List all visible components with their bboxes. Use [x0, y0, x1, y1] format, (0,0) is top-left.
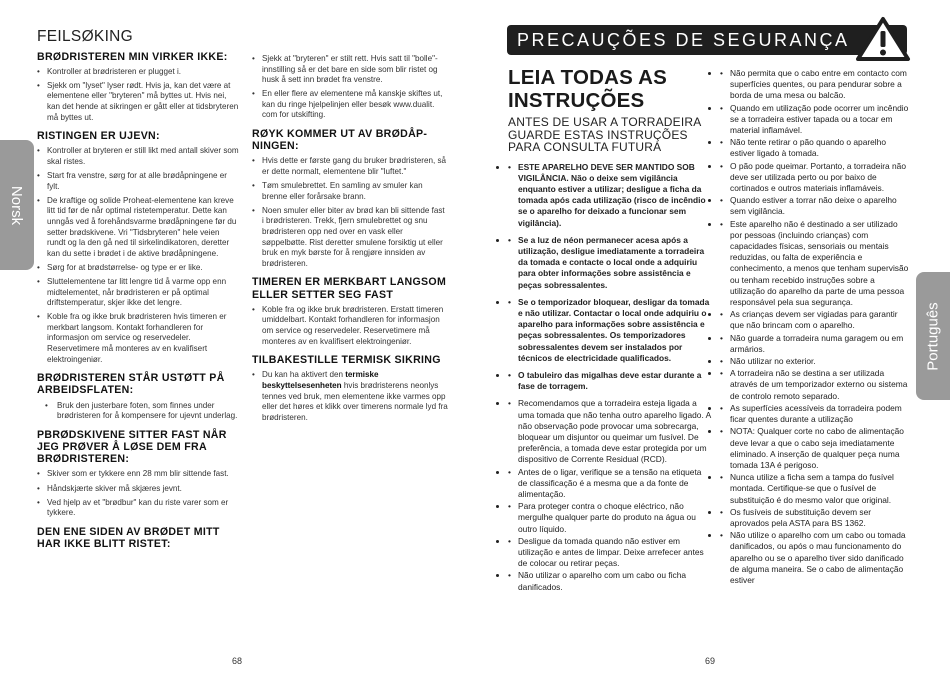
list-item: • Skiver som er tykkere enn 28 mm blir sittende fast.: [37, 469, 239, 480]
precaution-list: [720, 68, 912, 586]
list-item: • Tøm smulebrettet. En samling av smuler kan brenne eller forårsake brann.: [252, 181, 448, 202]
bullet-list: [37, 469, 239, 518]
bold-list: [508, 162, 713, 393]
thermal-bold: termiske beskyttelsesenheten: [262, 370, 379, 390]
left-column-2: [252, 54, 448, 427]
section-list: [252, 54, 448, 366]
list-item: • Håndskjærte skiver må skjæres jevnt.: [37, 484, 239, 495]
page-title: FEILSØKING: [37, 28, 134, 45]
list-item: • Kontroller at bryteren er still likt med antall skiver som skal ristes.: [37, 146, 239, 167]
banner-title: PRECAUÇÕES DE SEGURANÇA: [517, 29, 850, 50]
bullet-list: [252, 156, 448, 269]
list-item: • • O tabuleiro das migalhas deve estar durante a fase de torragem.: [508, 370, 713, 392]
right-column-1: [508, 66, 713, 594]
list-item: • • As crianças devem ser vigiadas para garantir que não brincam com o aparelho.: [720, 309, 912, 331]
list-item: • • Quando em utilização pode ocorrer um incêndio se a torradeira estiver tapada ou a tocar em material inflamável.: [720, 103, 912, 137]
list-item: • • Recomendamos que a torradeira esteja ligada a uma tomada que não tenha outro aparelho ligado. A não observação pode provocar uma sobrecarga, bloquear um disjuntor ou queimar um fusível. De preferência, a tomada deve estar protegida por um dispositivo de Corrente Residual (RCD).: [508, 398, 713, 465]
list-item: • • Não tente retirar o pão quando o aparelho estiver ligado à tomada.: [720, 137, 912, 159]
language-tab-portugues[interactable]: [916, 272, 950, 400]
language-tab-label: Português: [924, 301, 942, 371]
list-item: • De kraftige og solide Proheat-elementene kan kreve litt tid før de når optimal ristetemperatur. Dette kan unngås ved å forehåndsvarme brødåpningene før du setter brødskivene. Vri "Tidsbryteren" hele veien rundt og la den gå ned til sirkelindikatoren, deretter kan du sette i brødet i de aktive brødåpningene.: [37, 196, 239, 260]
list-item: • Sørg for at brødstørrelse- og type er er like.: [37, 263, 239, 274]
list-item: • Bruk den justerbare foten, som finnes under brødristeren for å kompensere for ujevnt underlag.: [37, 401, 239, 422]
section-heading: PBRØDSKIVENE SITTER FAST NÅR JEG PRØVER Å LØSE DEM FRA BRØDRISTEREN:: [37, 428, 227, 466]
bullet-list: [252, 54, 448, 121]
language-tab-norsk[interactable]: [0, 140, 34, 270]
list-item: • En eller flere av elementene må kanskje skiftes ut, kan du ringe hjelpelinjen eller besøk www.dualit. com for utskifting.: [252, 89, 448, 121]
section-heading: RØYK KOMMER UT AV BRØDÅP-NINGEN:: [252, 128, 428, 153]
list-item: • Hvis dette er første gang du bruker brødristeren, så er dette normalt, elementene blir "luftet.": [252, 156, 448, 177]
list-item: • • Não utilizar no exterior.: [720, 356, 912, 367]
section-heading: TILBAKESTILLE TERMISK SIKRING: [252, 354, 441, 367]
list-item: • • Se a luz de néon permanecer acesa após a utilização, desligue imediatamente a torradeira da tomada e contacte o local onde a adquiriu para obter informações sobre assistência e peças sobressalentes.: [508, 235, 713, 291]
section-heading: DEN ENE SIDEN AV BRØDET MITT HAR IKKE BLITT RISTET:: [37, 525, 220, 551]
list-item: • • Quando estiver a torrar não deixe o aparelho sem vigilância.: [720, 195, 912, 217]
section-heading: BRØDRISTEREN STÅR USTØTT PÅ ARBEIDSFLATEN:: [37, 372, 225, 397]
list-item: • Sluttelementene tar litt lengre tid å varme opp enn midtelementet, når brødristeren er på optimal driftstemperatur, skjer ikke det lengre.: [37, 277, 239, 309]
list-item: • • Para proteger contra o choque eléctrico, não mergulhe qualquer parte do produto na água ou outro líquido.: [508, 501, 713, 535]
precaution-list: [508, 398, 713, 592]
subheadline: ANTES DE USAR A TORRADEIRA GUARDE ESTAS INSTRUÇÕES PARA CONSULTA FUTURA: [508, 115, 701, 154]
list-item: • • NOTA: Qualquer corte no cabo de alimentação deve levar a que o cabo seja imediatamente eliminado. A inserção de qualquer peça numa tomada 13A é perigoso.: [720, 426, 912, 471]
bullet-list: [37, 146, 239, 365]
warning-icon: [855, 16, 911, 62]
list-item: • • Nunca utilize a ficha sem a tampa do fusível montada. Certifique-se que o fusível de substituição é do mesmo valor que original.: [720, 472, 912, 506]
list-item: • Koble fra og ikke bruk brødristeren. Erstatt timeren umiddelbart. Kontakt forhandleren for informasjon om service og reservedeler. Reservetimere må monteres av en kvalifisert elektroingeniør.: [252, 305, 448, 347]
headline: LEIA TODAS AS INSTRUÇÕES: [508, 66, 668, 112]
list-item: [252, 370, 448, 423]
left-column-1: [37, 28, 239, 554]
list-item: • • O pão pode queimar. Portanto, a torradeira não deve ser utilizada perto ou por baixo de cortinados e outros materiais inflamáveis.: [720, 161, 912, 195]
list-item: • Sjekk at "bryteren" er stilt rett. Hvis satt til "bolle"-innstilling så er det bare en side som blir ristet og husk å sett inn brødet fra venstre.: [252, 54, 448, 86]
list-item: • • Não utilizar o aparelho com um cabo ou ficha danificados.: [508, 570, 713, 592]
bullet-list: [37, 401, 239, 422]
list-item: • • Não utilize o aparelho com um cabo ou tomada danificados, ou após o mau funcionamento do aparelho ou se o aparelho tiver sido danificado de alguma maneira. Se o cabo de alimentação estiver: [720, 530, 912, 586]
list-item: • • Não guarde a torradeira numa garagem ou em armários.: [720, 333, 912, 355]
section-heading: RISTINGEN ER UJEVN:: [37, 130, 160, 143]
list-item: • • A torradeira não se destina a ser utilizada através de um temporizador externo ou sistema de controlo remoto separado.: [720, 368, 912, 402]
list-item: • • Desligue da tomada quando não estiver em utilização e antes de limpar. Deixe arrefecer antes de colocar ou retirar peças.: [508, 536, 713, 570]
bullet-list: [37, 67, 239, 123]
list-item: • Sjekk om "lyset" lyser rødt. Hvis ja, kan det være at elementene eller "bryteren" må byttes ut. Hvis nei, kan det hende at sikringen er gått eller at tidsbryteren må byttes ut.: [37, 81, 239, 123]
bullet-list: [252, 305, 448, 347]
list-item: • Noen smuler eller biter av brød kan bli sittende fast i brødristeren. Trekk, fjern smulebrettet og snu brødristeren opp ned over en vask eller søppelbøtte. Rist deretter smulene forsiktig ut eller bruk en myk børste for å rengjøre innsiden av brødristeren.: [252, 206, 448, 270]
section-heading: BRØDRISTEREN MIN VIRKER IKKE:: [37, 50, 228, 63]
list-item: • Kontroller at brødristeren er plugget i.: [37, 67, 239, 78]
thermal-post: hvis brødristerens neonlys tennes ved bruk, men elementene ikke varmes opp eller det høres et klikk over timerens normale lyd fra brødristeren.: [262, 380, 448, 422]
list-item: • • Os fusíveis de substituição devem ser aprovados pela ASTA para BS 1362.: [720, 507, 912, 529]
list-item: • Koble fra og ikke bruk brødristeren hvis timeren er merkbart langsom. Kontakt forhandleren for informasjon om service og reservedeler. Reservetimere må monteres av en kvalifisert elektroingeniør.: [37, 312, 239, 365]
list-item: • Ved hjelp av et "brødbur" kan du riste varer som er tykkere.: [37, 498, 239, 519]
page-number: 68: [232, 656, 243, 666]
thermal-pre: Du kan ha aktivert den: [262, 370, 346, 380]
right-column-2: [720, 68, 912, 587]
list-item: • • ESTE APARELHO DEVE SER MANTIDO SOB VIGILÂNCIA. Não o deixe sem vigilância enquanto estiver a utilizar; desligue a ficha da tomada após cada utilização (risco de incêndio se o aparelho for deixado a funcionar sem vigilância).: [508, 162, 713, 229]
language-tab-label: Norsk: [8, 185, 26, 225]
section-list: [37, 51, 239, 551]
page-number: 69: [705, 656, 716, 666]
thermal-list: [252, 370, 448, 423]
list-item: • • Este aparelho não é destinado a ser utilizado por pessoas (incluindo crianças) com capacidades físicas, sensoriais ou mentais reduzidas, ou falta de experiência e conhecimento, a menos que tenham supervisão ou tenham recebido instruções sobre a utilização do aparelho da parte de uma pessoa responsável pela sua segurança.: [720, 219, 912, 309]
safety-banner: [507, 25, 907, 55]
list-item: • • Se o temporizador bloquear, desligar da tomada e não utilizar. Contactar o local onde adquiriu o aparelho para informações sobre assistência e peças sobressalentes. Os temporizadores sobressalentes devem ser instalados por técnicos de electricidade qualificados.: [508, 297, 713, 364]
list-item: • • As superfícies acessíveis da torradeira podem ficar quentes durante a utilização: [720, 403, 912, 425]
list-item: • • Não permita que o cabo entre em contacto com superfícies quentes, ou para pendurar sobre a borda de uma mesa ou balcão.: [720, 68, 912, 102]
section-heading: TIMEREN ER MERKBART LANGSOM ELLER SETTER SEG FAST: [252, 276, 447, 301]
list-item: • • Antes de o ligar, verifique se a tensão na etiqueta de classificação é a mesma que a da fonte de alimentação.: [508, 467, 713, 501]
list-item: • Start fra venstre, sørg for at alle brødåpningene er fylt.: [37, 171, 239, 192]
